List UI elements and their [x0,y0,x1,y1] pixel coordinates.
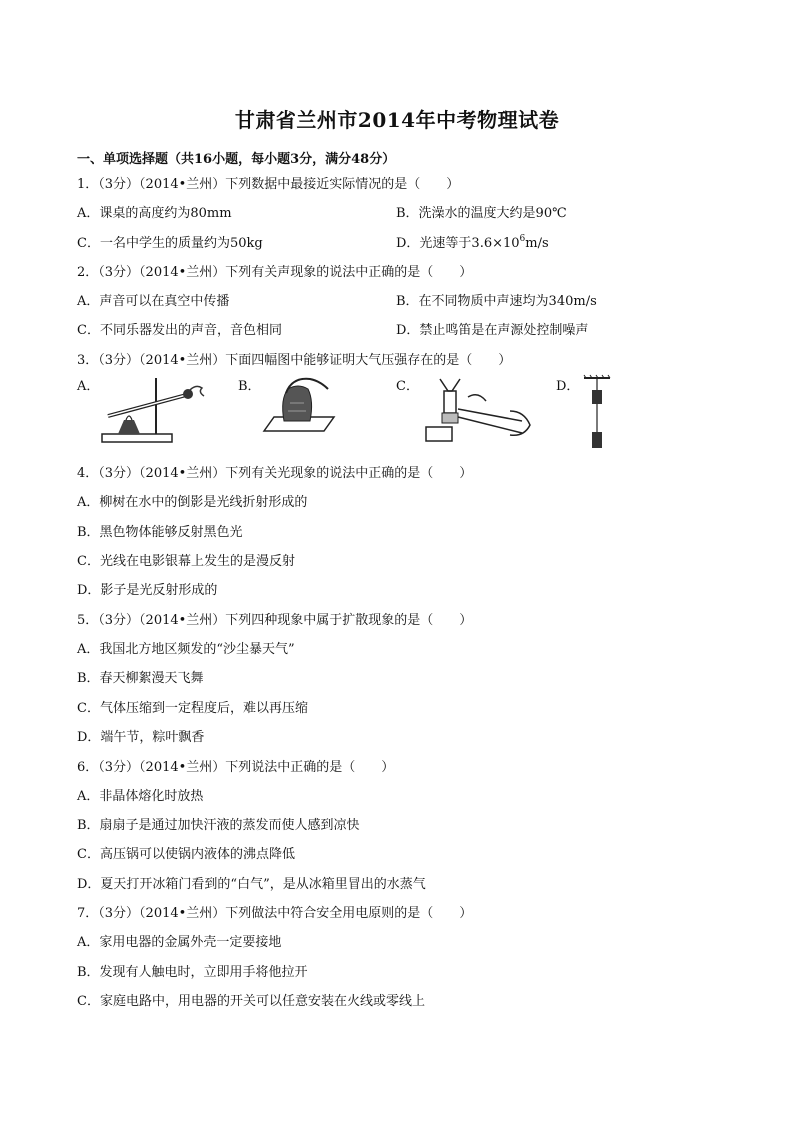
section-heading: 一、单项选择题（共16小题，每小题3分，满分48分） [77,152,396,167]
question-6-option-a: A．非晶体熔化时放热 [77,789,204,804]
question-7-option-c: C．家庭电路中，用电器的开关可以任意安装在火线或零线上 [77,994,425,1009]
question-6-option-d: D．夏天打开冰箱门看到的“白气”，是从冰箱里冒出的水蒸气 [77,877,426,892]
question-1-option-d [396,235,549,253]
figure-label-a: A． [77,379,100,394]
question-1-option-c: C．一名中学生的质量约为50kg [77,236,263,251]
question-2-option-b: B．在不同物质中声速均为340m/s [396,294,597,309]
figure-label-d: D． [556,379,580,394]
question-6-option-c: C．高压锅可以使锅内液体的沸点降低 [77,847,295,862]
question-2-option-a: A．声音可以在真空中传播 [77,294,230,309]
question-7-option-b: B．发现有人触电时，立即用手将他拉开 [77,965,308,980]
question-5-option-a: A．我国北方地区频发的“沙尘暴天气” [77,642,295,657]
question-7-option-a: A．家用电器的金属外壳一定要接地 [77,935,282,950]
figure-label-c: C． [396,379,419,394]
question-3-stem: 3．（3分）（2014•兰州）下面四幅图中能够证明大气压强存在的是（ ） [77,353,512,368]
question-4-option-c: C．光线在电影银幕上发生的是漫反射 [77,554,295,569]
question-5-option-c: C．气体压缩到一定程度后，难以再压缩 [77,701,308,716]
exponent: 6 [519,234,526,244]
question-2-option-c: C．不同乐器发出的声音，音色相同 [77,323,282,338]
question-6-option-b: B．扇扇子是通过加快汗液的蒸发而使人感到凉快 [77,818,360,833]
question-7-stem: 7．（3分）（2014•兰州）下列做法中符合安全用电原则的是（ ） [77,906,473,921]
question-4-option-a: A．柳树在水中的倒影是光线折射形成的 [77,495,308,510]
question-1-stem: 1．（3分）（2014•兰州）下列数据中最接近实际情况的是（ ） [77,177,460,192]
question-4-option-d: D．影子是光反射形成的 [77,583,218,598]
unit: m/s [525,236,549,251]
question-1-option-b: B．洗澡水的温度大约是90℃ [396,206,567,221]
question-6-stem: 6．（3分）（2014•兰州）下列说法中正确的是（ ） [77,760,395,775]
figure-c-image [422,373,534,445]
option-d-text: D．光速等于3.6×10 [396,236,520,251]
question-2-option-d: D．禁止鸣笛是在声源处控制噪声 [396,323,589,338]
question-5-option-d: D．端午节，粽叶飘香 [77,730,205,745]
question-4-option-b: B．黑色物体能够反射黑色光 [77,525,243,540]
question-5-option-b: B．春天柳絮漫天飞舞 [77,671,204,686]
figure-b-image [262,373,336,435]
question-1-option-a: A．课桌的高度约为80mm [77,206,232,221]
figure-a-image [98,372,208,448]
question-5-stem: 5．（3分）（2014•兰州）下列四种现象中属于扩散现象的是（ ） [77,613,473,628]
figure-d-image [582,374,612,450]
page-title: 甘肃省兰州市2014年中考物理试卷 [234,108,560,132]
question-2-stem: 2．（3分）（2014•兰州）下列有关声现象的说法中正确的是（ ） [77,265,473,280]
question-4-stem: 4．（3分）（2014•兰州）下列有关光现象的说法中正确的是（ ） [77,466,473,481]
figure-label-b: B． [238,379,261,394]
